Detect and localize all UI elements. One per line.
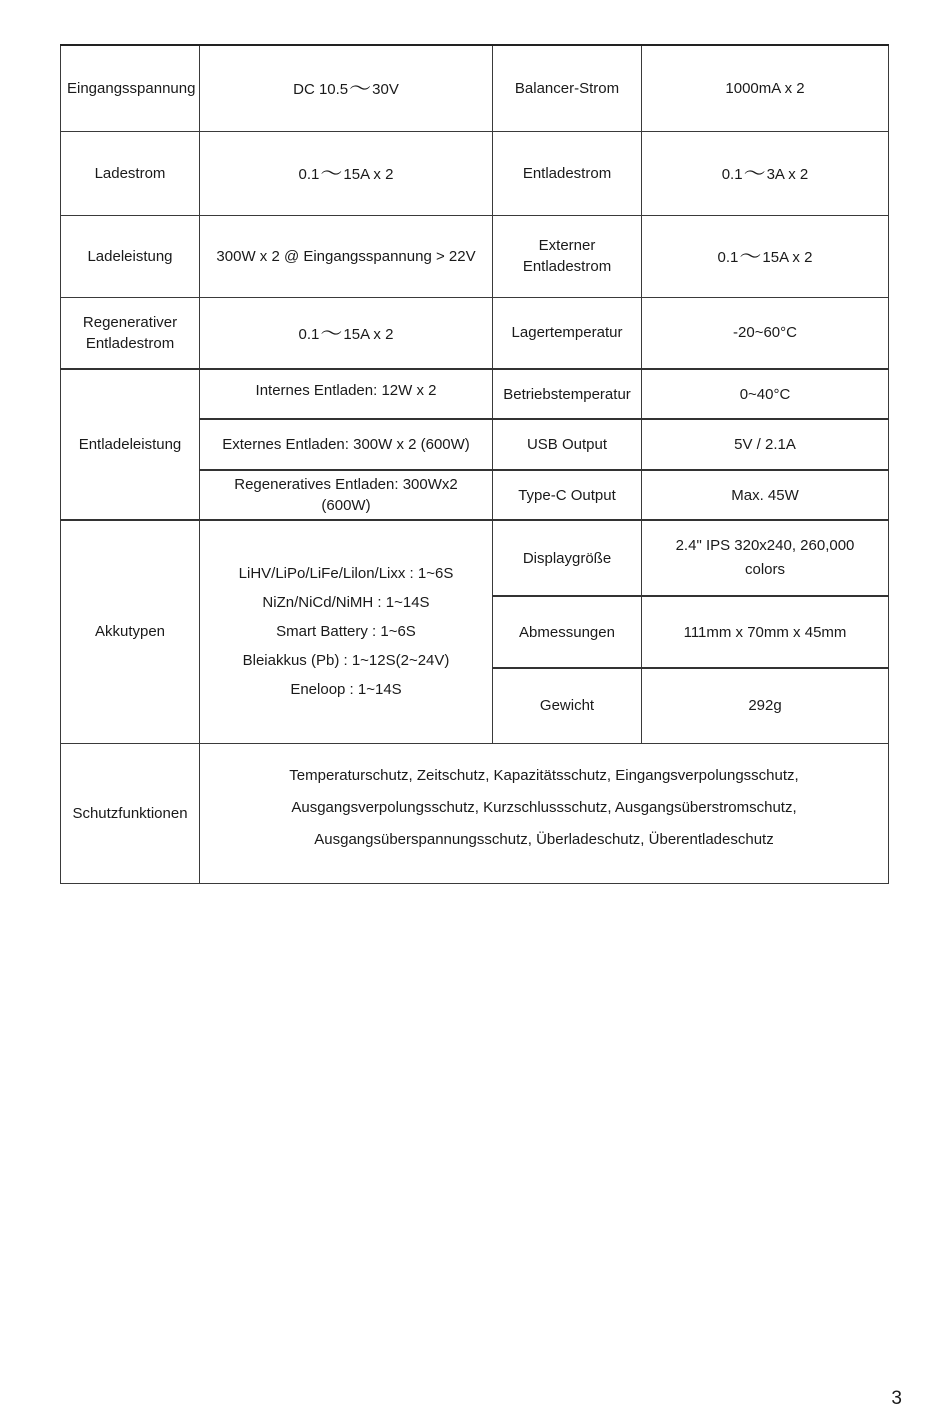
- table-row: [61, 297, 889, 369]
- list-item: LiHV/LiPo/LiFe/Lilon/Lixx : 1~6S: [238, 565, 454, 583]
- value-cell: 5V / 2.1A: [642, 419, 889, 470]
- label-cell: [61, 297, 200, 369]
- range-symbol: ～: [739, 244, 762, 269]
- label-cell: Balancer-Strom: [493, 45, 642, 131]
- label-cell: Betriebstemperatur: [493, 369, 642, 419]
- value-cell: 0~40°C: [642, 369, 889, 419]
- range-symbol: ～: [320, 161, 343, 186]
- range-end: 3A x 2: [766, 166, 809, 183]
- range-symbol: ～: [349, 76, 372, 102]
- spec-table: [60, 44, 889, 884]
- range-symbol: ～: [320, 320, 343, 346]
- range-start: 0.1: [717, 249, 739, 266]
- value-cell: Internes Entladen: 12W x 2: [200, 369, 493, 419]
- table-row: [61, 743, 889, 883]
- label-cell: Entladeleistung: [61, 369, 200, 520]
- value-cell: 300W x 2 @ Eingangsspannung > 22V: [200, 215, 493, 297]
- table-row: [61, 520, 889, 596]
- page-number: 3: [891, 1388, 902, 1409]
- label-line: Regenerativer: [82, 313, 178, 331]
- value-line: Regeneratives Entladen: 300Wx2: [234, 476, 458, 493]
- label-cell: [493, 215, 642, 297]
- value-cell: 292g: [642, 668, 889, 743]
- label-cell: Akkutypen: [61, 520, 200, 743]
- value-cell: 1000mA x 2: [642, 45, 889, 131]
- value-cell: [642, 215, 889, 297]
- label-cell: Displaygröße: [493, 520, 642, 596]
- value-line: (600W): [321, 497, 371, 514]
- value-cell: [642, 131, 889, 215]
- value-cell: [200, 470, 493, 520]
- label-line: Entladestrom: [85, 334, 175, 352]
- label-cell: USB Output: [493, 419, 642, 470]
- value-cell: [200, 131, 493, 215]
- range-start: 0.1: [298, 166, 320, 183]
- value-cell: -20~60°C: [642, 297, 889, 369]
- table-row: [61, 215, 889, 297]
- range-symbol: ～: [743, 161, 766, 186]
- label-cell: Ladestrom: [61, 131, 200, 215]
- range-end: 30V: [372, 81, 399, 99]
- list-item: Bleiakkus (Pb) : 1~12S(2~24V): [242, 652, 450, 670]
- list-item: Eneloop : 1~14S: [290, 681, 402, 699]
- list-item: NiZn/NiCd/NiMH : 1~14S: [262, 594, 430, 612]
- range-start: DC 10.5: [293, 81, 349, 99]
- value-cell: [642, 520, 889, 596]
- protection-line: Ausgangsverpolungsschutz, Kurzschlussschutz, Ausgangsüberstromschutz,: [291, 798, 797, 816]
- label-line: Externer: [538, 237, 596, 254]
- label-cell: Abmessungen: [493, 596, 642, 668]
- value-cell: [200, 45, 493, 131]
- range-end: 15A x 2: [343, 325, 394, 343]
- label-cell: Eingangsspannung: [61, 45, 200, 131]
- protection-line: Temperaturschutz, Zeitschutz, Kapazitätsschutz, Eingangsverpolungsschutz,: [289, 766, 799, 784]
- table-row: [61, 45, 889, 131]
- value-cell: Externes Entladen: 300W x 2 (600W): [200, 419, 493, 470]
- table-row: [61, 131, 889, 215]
- range-start: 0.1: [298, 325, 320, 343]
- label-cell: Gewicht: [493, 668, 642, 743]
- range-end: 15A x 2: [762, 249, 813, 266]
- protection-line: Ausgangsüberspannungsschutz, Überladeschutz, Überentladeschutz: [314, 830, 774, 848]
- label-line: Entladestrom: [522, 258, 612, 275]
- value-line: colors: [744, 561, 785, 578]
- battery-types-list: [200, 520, 493, 743]
- value-cell: 111mm x 70mm x 45mm: [642, 596, 889, 668]
- table-row: [61, 369, 889, 419]
- value-line: 2.4" IPS 320x240, 260,000: [675, 537, 855, 554]
- list-item: Smart Battery : 1~6S: [276, 623, 416, 641]
- value-cell: [200, 297, 493, 369]
- label-cell: Schutzfunktionen: [61, 743, 200, 883]
- label-cell: Lagertemperatur: [493, 297, 642, 369]
- label-cell: Entladestrom: [493, 131, 642, 215]
- protection-functions: [200, 743, 889, 883]
- label-cell: Type-C Output: [493, 470, 642, 520]
- range-end: 15A x 2: [343, 166, 394, 183]
- range-start: 0.1: [721, 166, 743, 183]
- label-cell: Ladeleistung: [61, 215, 200, 297]
- value-cell: Max. 45W: [642, 470, 889, 520]
